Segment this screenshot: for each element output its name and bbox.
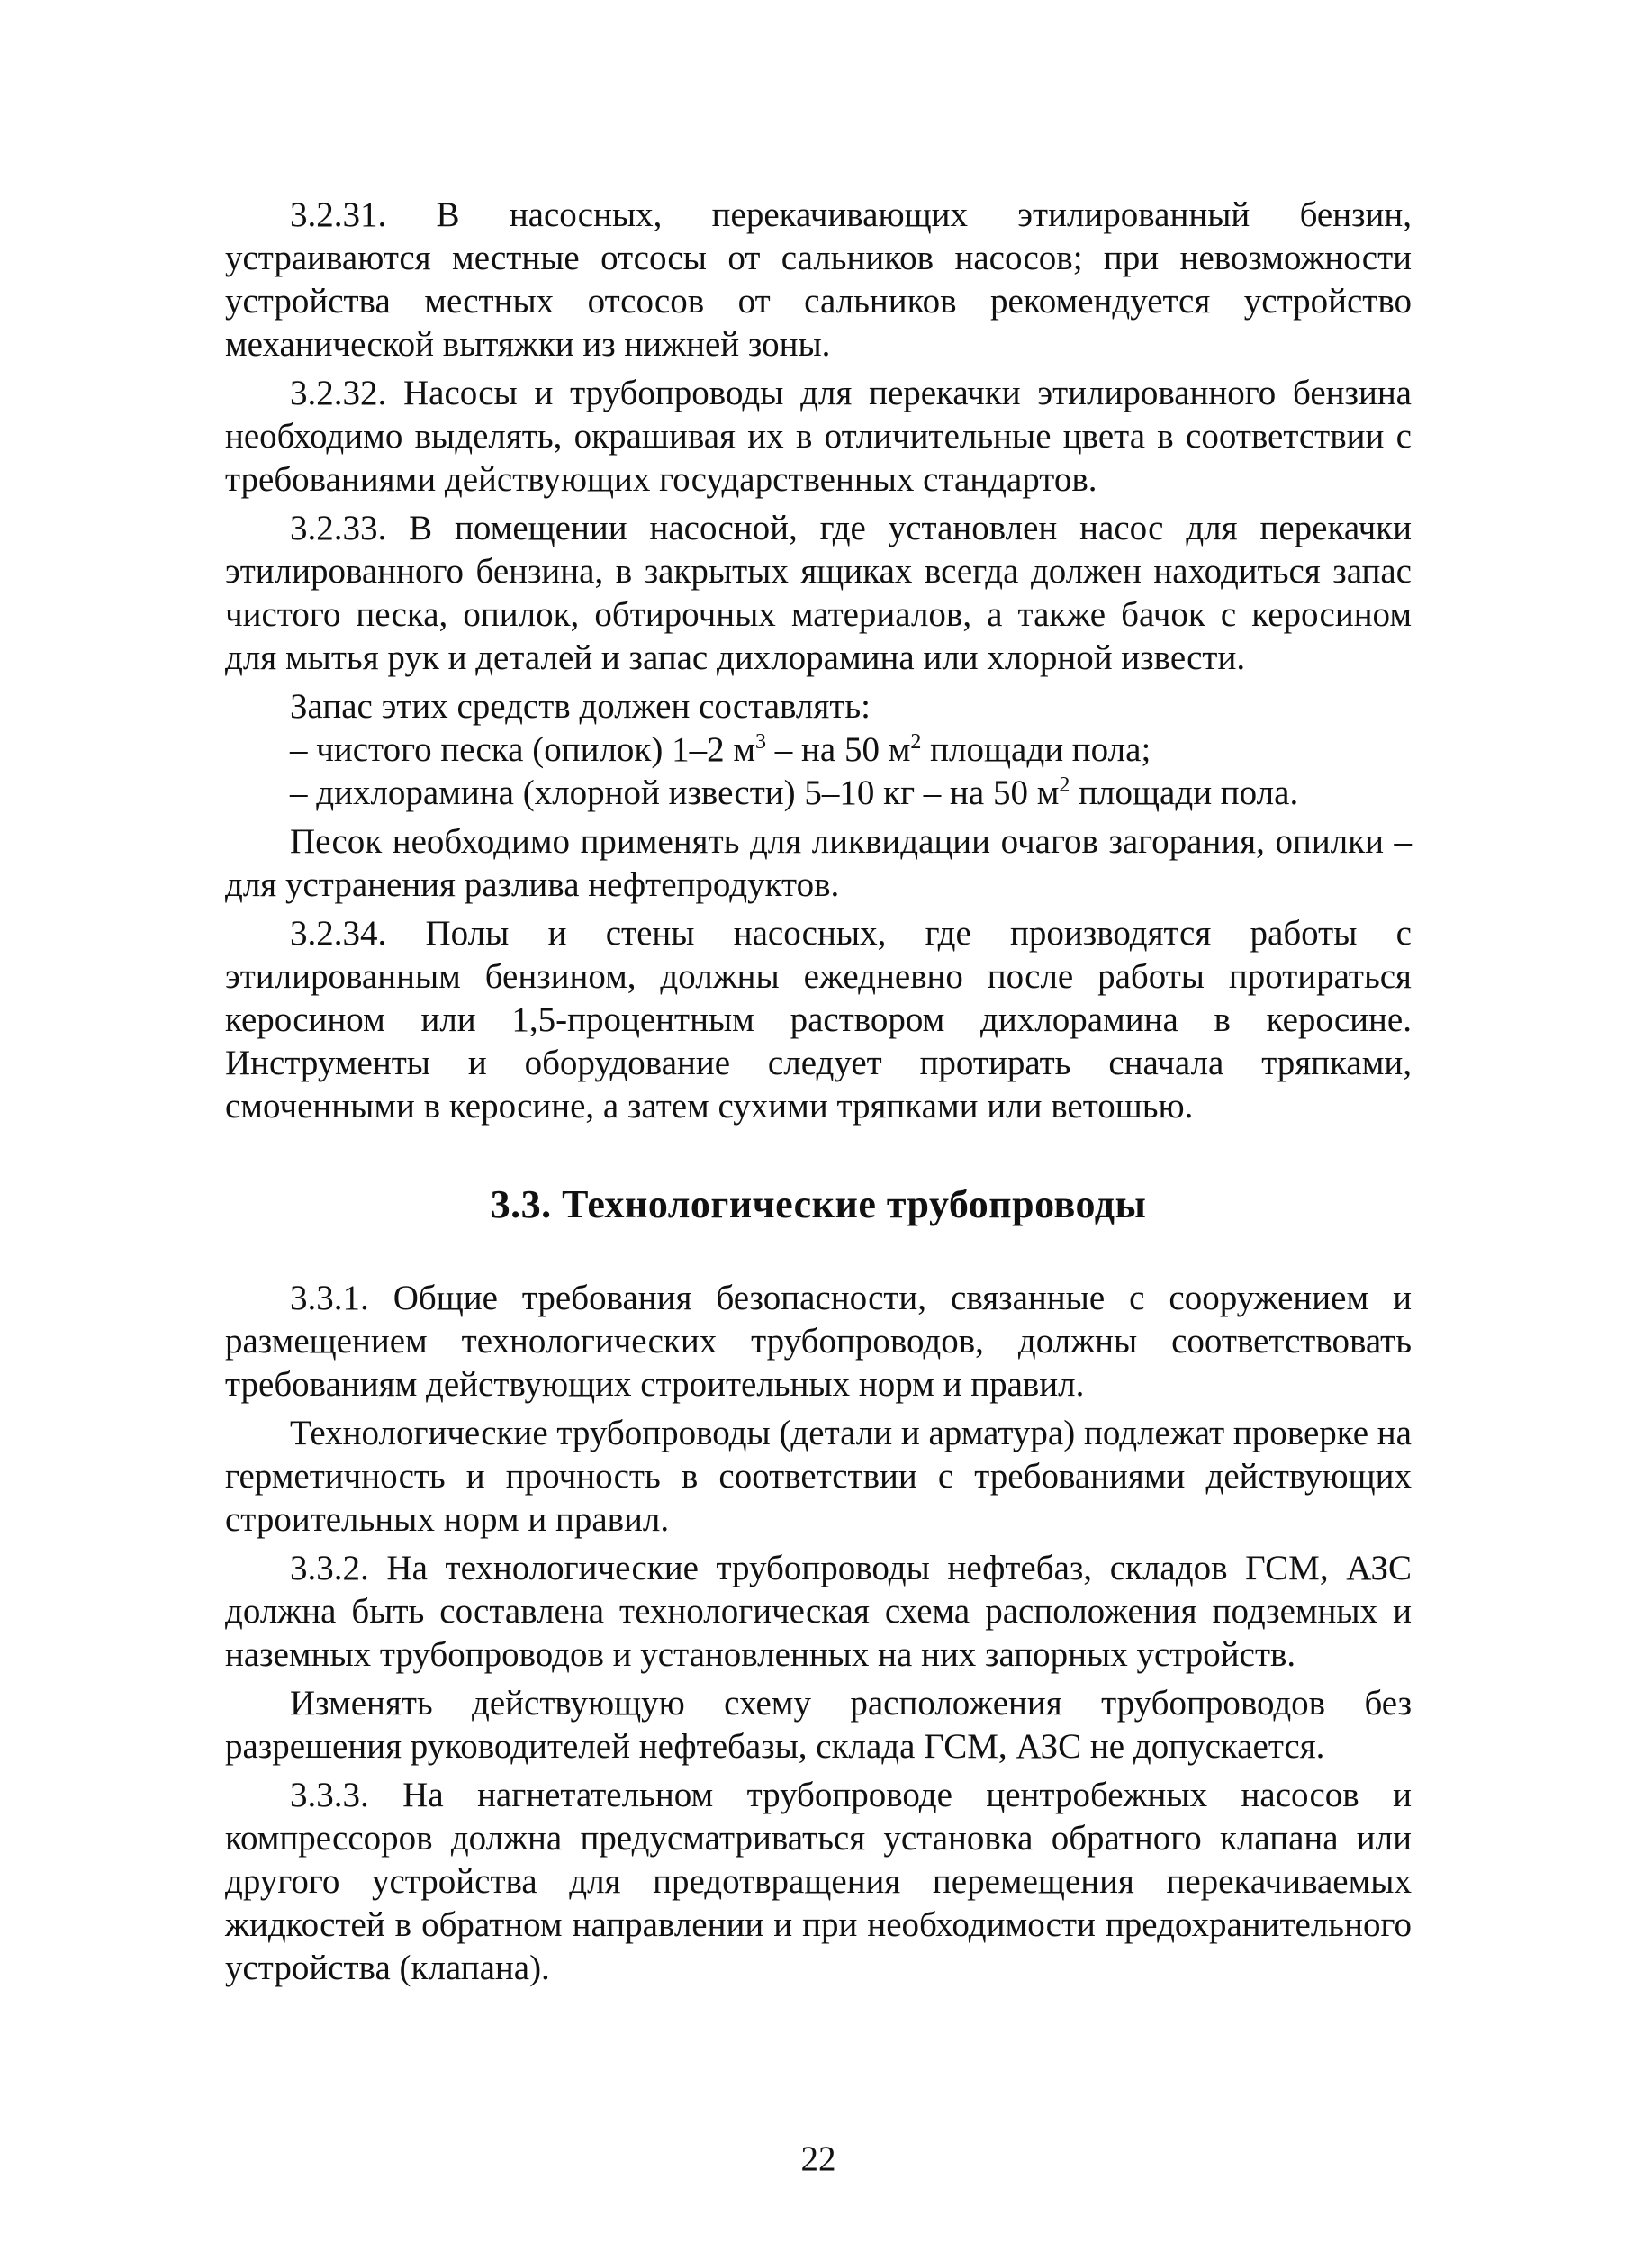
list-item-dichloramine-tail: площади пола.	[1070, 773, 1299, 812]
list-item-dichloramine	[225, 772, 1412, 815]
body-text-upper	[225, 194, 1412, 1128]
list-item-sand-tail: площади пола;	[921, 730, 1151, 769]
paragraph-3-3-3: 3.3.3. На нагнетательном трубопроводе центробежных насосов и компрессоров должна предусматриваться установка обратного клапана или другого устройства для предотвращения перемещения перекачиваемых жидкостей в обратном направлении и при необходимости предохранительного устройства (клапана).	[225, 1776, 1412, 1987]
paragraph-pipeline-testing: Технологические трубопроводы (детали и арматура) подлежат проверке на герметичность и прочность в соответствии с требованиями действующих строительных норм и правил.	[225, 1414, 1412, 1539]
paragraph-3-3-1: 3.3.1. Общие требования безопасности, связанные с сооружением и размещением технологических трубопроводов, должны соответствовать требованиям действующих строительных норм и правил.	[225, 1279, 1412, 1404]
page-number: 22	[800, 2139, 836, 2178]
list-item-sand-text: – чистого песка (опилок) 1–2 м	[290, 730, 756, 769]
section-heading: 3.3. Технологические трубопроводы	[490, 1182, 1147, 1226]
list-item-sand	[225, 728, 1412, 772]
paragraph-3-2-32: 3.2.32. Насосы и трубопроводы для перекачки этилированного бензина необходимо выделять, окрашивая их в отличительные цвета в соответствии с требованиями действующих государственных стандартов.	[225, 374, 1412, 499]
body-text-lower	[225, 1277, 1412, 1990]
paragraph-3-2-31: 3.2.31. В насосных, перекачивающих этилированный бензин, устраиваются местные отсосы от сальников насосов; при невозможности устройства местных отсосов от сальников рекомендуется устройство механической вытяжки из нижней зоны.	[225, 195, 1412, 364]
list-item-dichloramine-text: – дихлорамина (хлорной извести) 5–10 кг – на 50 м	[290, 773, 1060, 812]
superscript-cubic: 3	[755, 730, 767, 754]
superscript-square: 2	[1059, 773, 1070, 797]
paragraph-3-3-2: 3.3.2. На технологические трубопроводы нефтебаз, складов ГСМ, АЗС должна быть составлена технологическая схема расположения подземных и наземных трубопроводов и установленных на них запорных устройств.	[225, 1549, 1412, 1674]
list-item-sand-area: – на 50 м	[766, 730, 911, 769]
paragraph-3-2-34: 3.2.34. Полы и стены насосных, где производятся работы с этилированным бензином, должны ежедневно после работы протираться керосином или 1,5-процентным раствором дихлорамина в керосине. Инструменты и оборудование следует протирать сначала тряпками, смоченными в керосине, а затем сухими тряпками или ветошью.	[225, 914, 1412, 1126]
superscript-square: 2	[910, 730, 922, 754]
paragraph-3-2-33: 3.2.33. В помещении насосной, где установлен насос для перекачки этилированного бензина, в закрытых ящиках всегда должен находиться запас чистого песка, опилок, обтирочных материалов, а также бачок с керосином для мытья рук и деталей и запас дихлорамина или хлорной извести.	[225, 509, 1412, 677]
paragraph-scheme-change: Изменять действующую схему расположения трубопроводов без разрешения руководителей нефтебазы, склада ГСМ, АЗС не допускается.	[225, 1684, 1412, 1766]
paragraph-supply-intro: Запас этих средств должен составлять:	[290, 687, 871, 726]
paragraph-sand-usage: Песок необходимо применять для ликвидации очагов загорания, опилки – для устранения разлива нефтепродуктов.	[225, 822, 1412, 904]
